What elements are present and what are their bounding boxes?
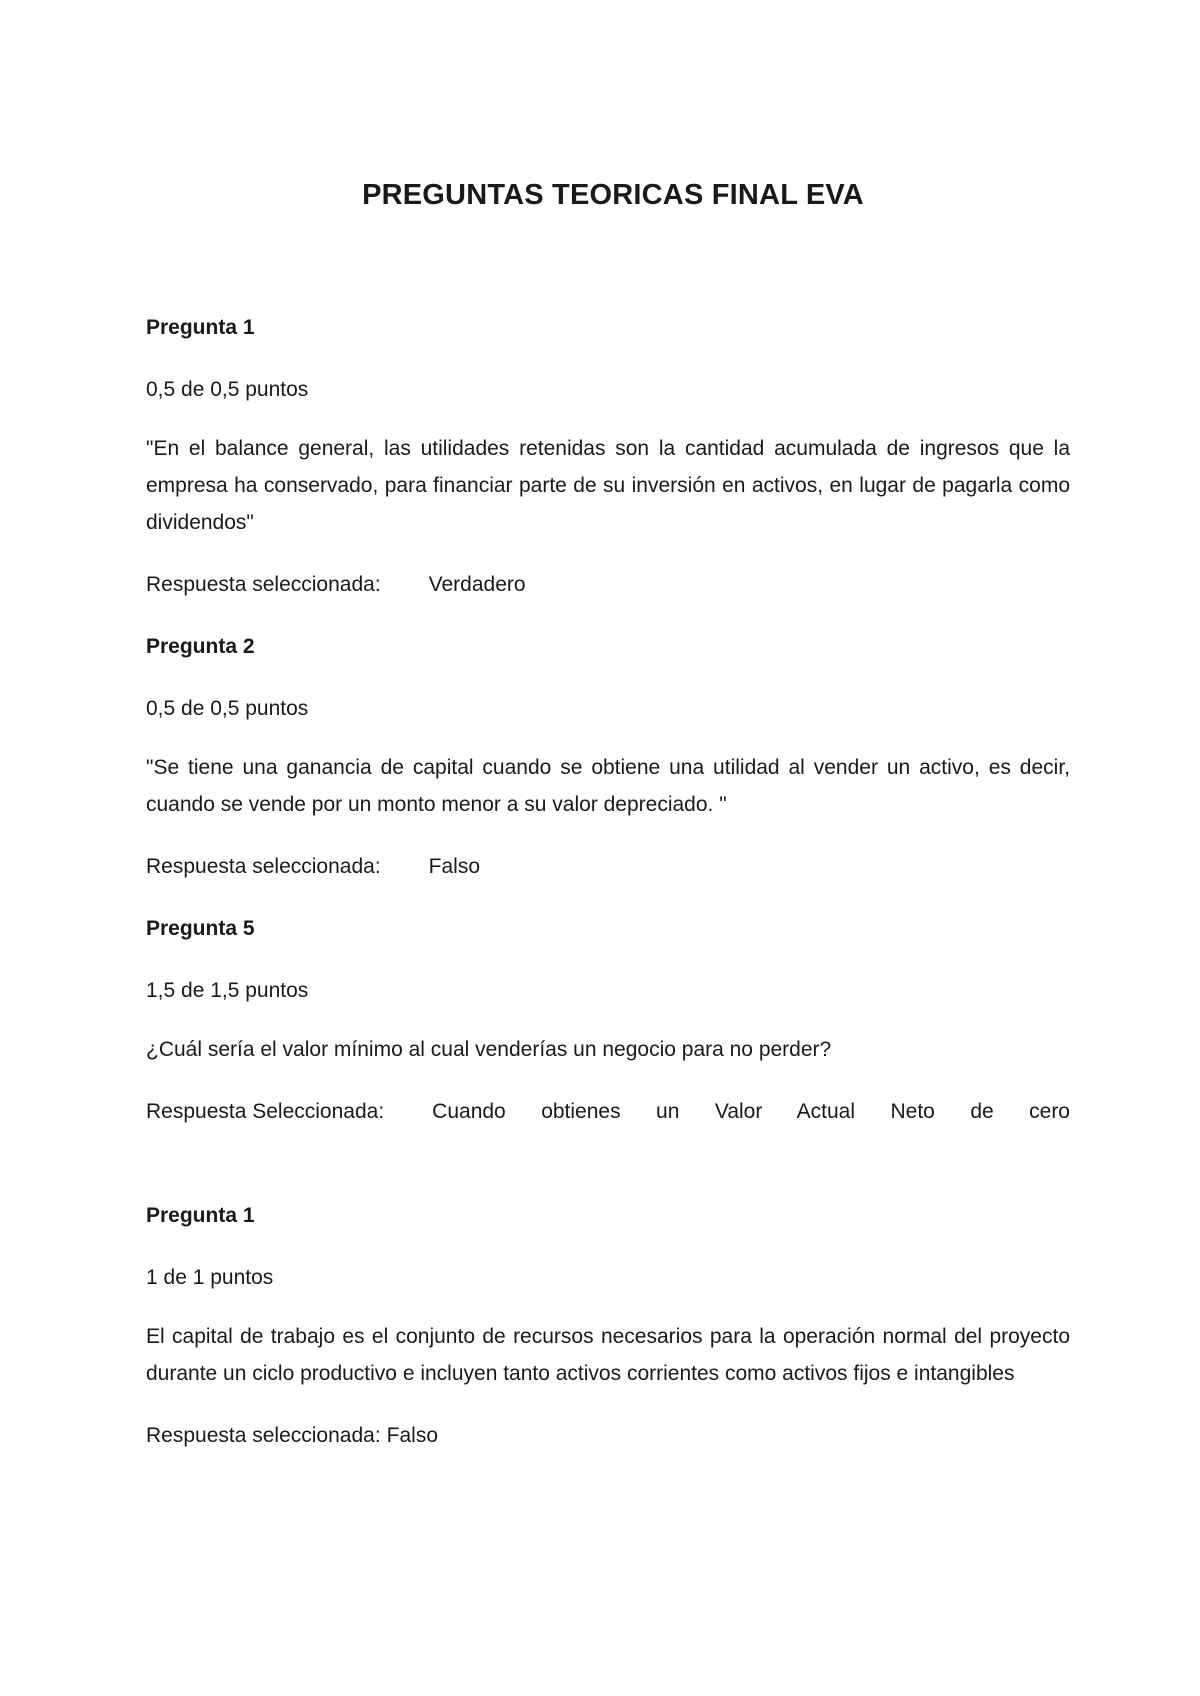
question-heading: Pregunta 5 — [146, 917, 255, 940]
question-points: 1 de 1 puntos — [146, 1266, 274, 1289]
question-block — [146, 915, 1070, 1126]
document-title: PREGUNTAS TEORICAS FINAL EVA — [362, 179, 864, 211]
question-text: "En el balance general, las utilidades retenidas son la cantidad acumulada de ingresos que la empresa ha conservado, para financiar parte de su inversión en activos, en lugar de pagarla como dividendos" — [146, 437, 1070, 534]
question-points: 1,5 de 1,5 puntos — [146, 979, 309, 1002]
question-heading: Pregunta 1 — [146, 1204, 255, 1227]
answer-label: Respuesta seleccionada: — [146, 1424, 381, 1447]
question-heading: Pregunta 2 — [146, 635, 255, 658]
selected-answer — [146, 571, 1070, 599]
selected-answer — [146, 1422, 1070, 1450]
answer-label: Respuesta seleccionada: — [146, 855, 381, 878]
question-text: "Se tiene una ganancia de capital cuando se obtiene una utilidad al vender un activo, es decir, cuando se vende por un monto menor a su valor depreciado. " — [146, 756, 1070, 816]
question-points: 0,5 de 0,5 puntos — [146, 378, 309, 401]
answer-label: Respuesta seleccionada: — [146, 573, 381, 596]
answer-value: Verdadero — [428, 573, 526, 596]
answer-value: Cuando obtienes un Valor Actual Neto de cero — [432, 1100, 1070, 1123]
answer-label: Respuesta Seleccionada: — [146, 1100, 385, 1123]
question-points: 0,5 de 0,5 puntos — [146, 697, 309, 720]
answer-value: Falso — [386, 1424, 439, 1447]
question-block — [146, 1202, 1070, 1450]
answer-value: Falso — [428, 855, 481, 878]
question-block — [146, 314, 1070, 599]
question-block — [146, 633, 1070, 881]
question-text: ¿Cuál sería el valor mínimo al cual venderías un negocio para no perder? — [146, 1038, 832, 1061]
question-heading: Pregunta 1 — [146, 316, 255, 339]
questions-list — [146, 314, 1070, 1450]
question-text: El capital de trabajo es el conjunto de recursos necesarios para la operación normal del proyecto durante un ciclo productivo e incluyen tanto activos corrientes como activos fijos e intangibles — [146, 1325, 1070, 1385]
selected-answer — [146, 1098, 1070, 1126]
selected-answer — [146, 853, 1070, 881]
